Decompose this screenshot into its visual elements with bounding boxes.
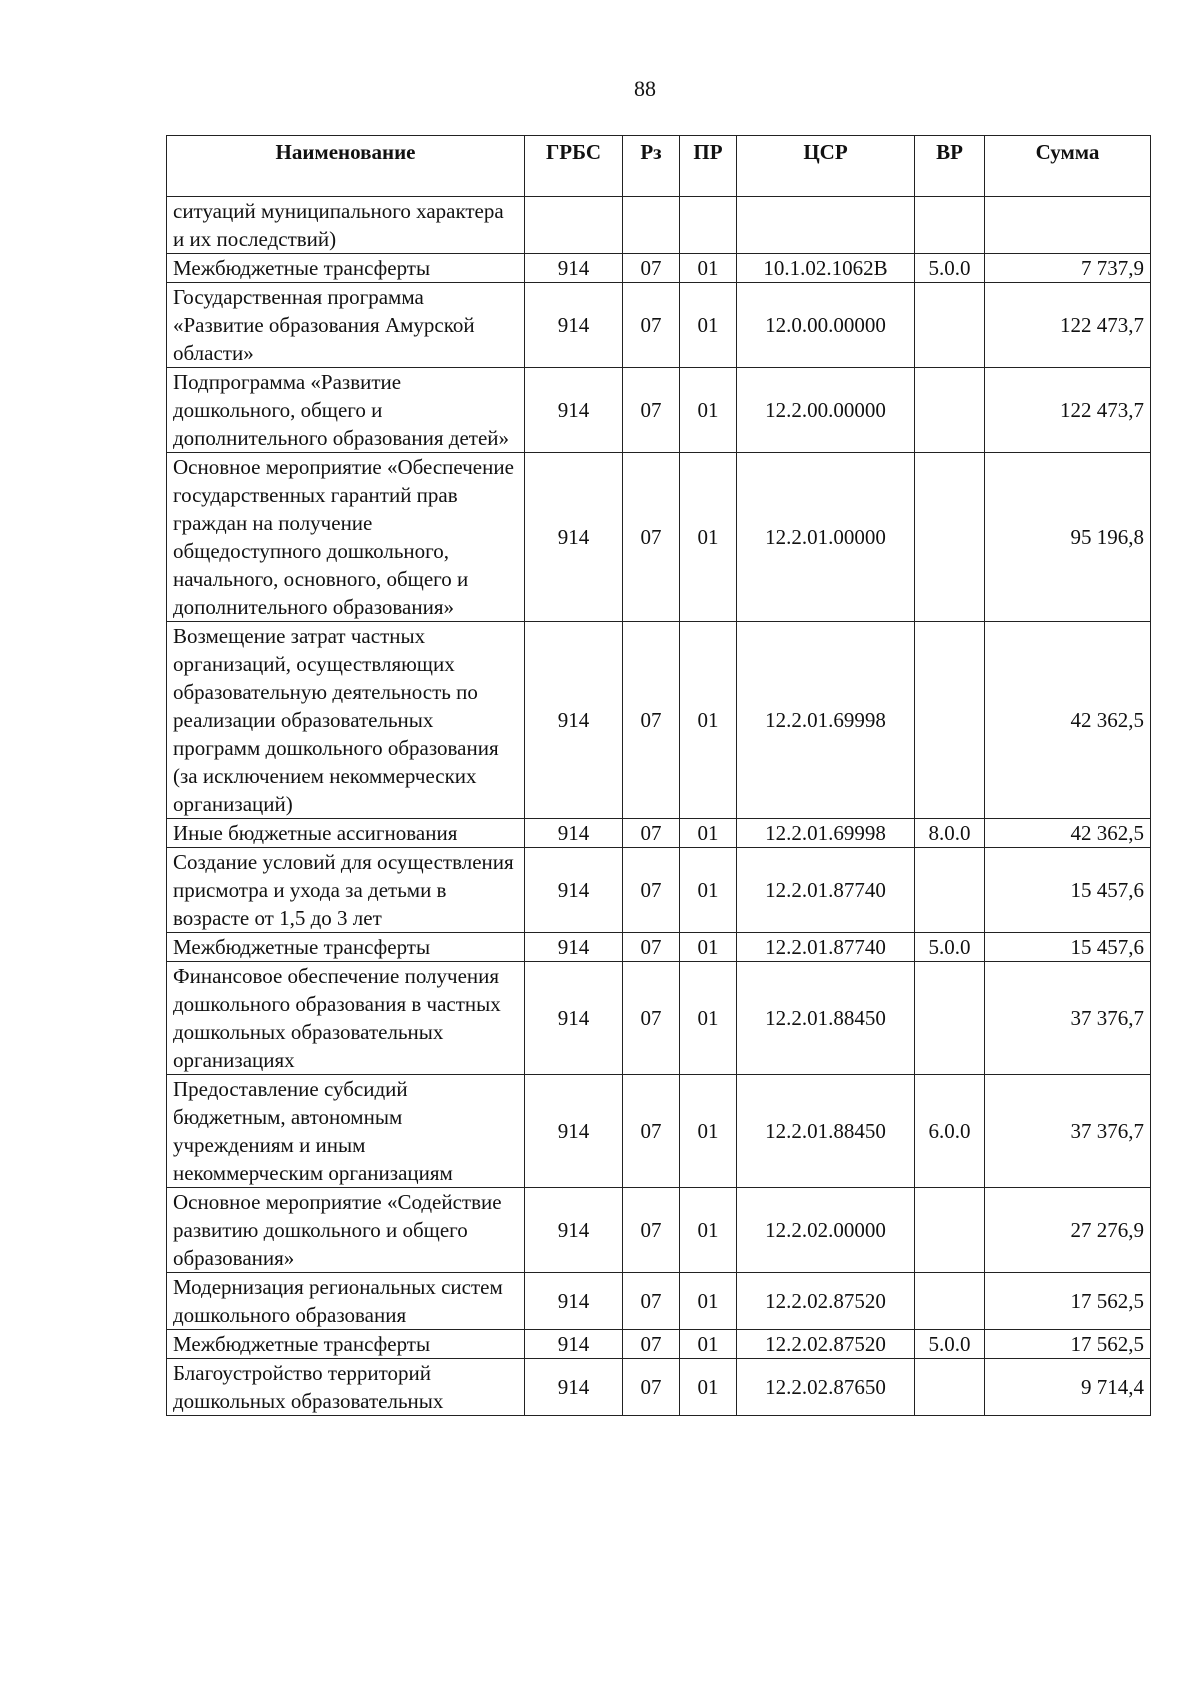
header-csr: ЦСР: [737, 136, 915, 197]
page-number: 88: [634, 76, 656, 101]
cell-sum: 7 737,9: [985, 254, 1151, 283]
cell-pr: 01: [680, 1188, 737, 1273]
header-vr: ВР: [915, 136, 985, 197]
cell-sum: 9 714,4: [985, 1359, 1151, 1416]
cell-csr: 12.2.02.87520: [737, 1330, 915, 1359]
cell-rz: 07: [623, 453, 680, 622]
cell-grbs: 914: [525, 819, 623, 848]
table-row: [167, 848, 1151, 933]
cell-vr: [915, 283, 985, 368]
table-row: [167, 1330, 1151, 1359]
cell-pr: 01: [680, 283, 737, 368]
cell-name: Создание условий для осуществления присмотра и ухода за детьми в возрасте от 1,5 до 3 лет: [167, 848, 525, 933]
cell-csr: 12.2.01.88450: [737, 962, 915, 1075]
cell-vr: [915, 962, 985, 1075]
cell-csr: 12.0.00.00000: [737, 283, 915, 368]
cell-grbs: 914: [525, 1075, 623, 1188]
cell-csr: 12.2.01.69998: [737, 622, 915, 819]
cell-sum: 15 457,6: [985, 848, 1151, 933]
cell-rz: 07: [623, 933, 680, 962]
cell-grbs: 914: [525, 1188, 623, 1273]
cell-pr: 01: [680, 848, 737, 933]
cell-grbs: 914: [525, 1273, 623, 1330]
cell-grbs: 914: [525, 962, 623, 1075]
table-row: [167, 283, 1151, 368]
table-row: [167, 1359, 1151, 1416]
cell-grbs: 914: [525, 848, 623, 933]
budget-table: [166, 135, 1151, 1416]
header-sum: Сумма: [985, 136, 1151, 197]
cell-csr: [737, 197, 915, 254]
cell-name: ситуаций муниципального характера и их последствий): [167, 197, 525, 254]
cell-name: Иные бюджетные ассигнования: [167, 819, 525, 848]
cell-name: Благоустройство территорий дошкольных образовательных: [167, 1359, 525, 1416]
cell-vr: 5.0.0: [915, 1330, 985, 1359]
cell-vr: 5.0.0: [915, 254, 985, 283]
cell-sum: 42 362,5: [985, 622, 1151, 819]
table-row: [167, 197, 1151, 254]
table-row: [167, 962, 1151, 1075]
cell-rz: 07: [623, 622, 680, 819]
cell-csr: 12.2.02.00000: [737, 1188, 915, 1273]
cell-name: Финансовое обеспечение получения дошкольного образования в частных дошкольных образовательных организациях: [167, 962, 525, 1075]
cell-vr: 8.0.0: [915, 819, 985, 848]
cell-grbs: 914: [525, 453, 623, 622]
cell-name: Межбюджетные трансферты: [167, 933, 525, 962]
cell-name: Межбюджетные трансферты: [167, 1330, 525, 1359]
cell-pr: 01: [680, 819, 737, 848]
cell-rz: 07: [623, 283, 680, 368]
cell-pr: 01: [680, 933, 737, 962]
cell-vr: [915, 622, 985, 819]
cell-grbs: 914: [525, 1330, 623, 1359]
cell-grbs: 914: [525, 622, 623, 819]
cell-pr: [680, 197, 737, 254]
cell-sum: 17 562,5: [985, 1273, 1151, 1330]
cell-vr: [915, 197, 985, 254]
table-row: [167, 622, 1151, 819]
header-rz: Рз: [623, 136, 680, 197]
table-row: [167, 453, 1151, 622]
cell-sum: 15 457,6: [985, 933, 1151, 962]
cell-sum: 95 196,8: [985, 453, 1151, 622]
cell-grbs: 914: [525, 254, 623, 283]
cell-name: Предоставление субсидий бюджетным, автономным учреждениям и иным некоммерческим организациям: [167, 1075, 525, 1188]
cell-sum: 122 473,7: [985, 283, 1151, 368]
cell-sum: 42 362,5: [985, 819, 1151, 848]
cell-pr: 01: [680, 1075, 737, 1188]
table-row: [167, 819, 1151, 848]
cell-name: Модернизация региональных систем дошкольного образования: [167, 1273, 525, 1330]
table-row: [167, 1273, 1151, 1330]
cell-vr: [915, 1359, 985, 1416]
cell-csr: 12.2.01.87740: [737, 933, 915, 962]
cell-vr: 6.0.0: [915, 1075, 985, 1188]
cell-vr: 5.0.0: [915, 933, 985, 962]
cell-csr: 10.1.02.1062В: [737, 254, 915, 283]
cell-csr: 12.2.01.88450: [737, 1075, 915, 1188]
cell-name: Основное мероприятие «Обеспечение государственных гарантий прав граждан на получение общедоступного дошкольного, начального, основного, общего и дополнительного образования»: [167, 453, 525, 622]
cell-rz: 07: [623, 1075, 680, 1188]
table-row: [167, 933, 1151, 962]
header-name: Наименование: [167, 136, 525, 197]
cell-grbs: [525, 197, 623, 254]
cell-sum: 27 276,9: [985, 1188, 1151, 1273]
cell-rz: 07: [623, 819, 680, 848]
cell-csr: 12.2.02.87520: [737, 1273, 915, 1330]
cell-pr: 01: [680, 254, 737, 283]
cell-rz: 07: [623, 848, 680, 933]
cell-vr: [915, 368, 985, 453]
cell-pr: 01: [680, 622, 737, 819]
cell-rz: [623, 197, 680, 254]
cell-vr: [915, 1273, 985, 1330]
cell-grbs: 914: [525, 368, 623, 453]
cell-name: Подпрограмма «Развитие дошкольного, общего и дополнительного образования детей»: [167, 368, 525, 453]
cell-rz: 07: [623, 1359, 680, 1416]
cell-pr: 01: [680, 1330, 737, 1359]
table-row: [167, 254, 1151, 283]
cell-grbs: 914: [525, 283, 623, 368]
cell-csr: 12.2.01.00000: [737, 453, 915, 622]
cell-rz: 07: [623, 368, 680, 453]
cell-csr: 12.2.02.87650: [737, 1359, 915, 1416]
table-row: [167, 1188, 1151, 1273]
cell-sum: 37 376,7: [985, 1075, 1151, 1188]
cell-grbs: 914: [525, 933, 623, 962]
cell-name: Основное мероприятие «Содействие развитию дошкольного и общего образования»: [167, 1188, 525, 1273]
cell-vr: [915, 848, 985, 933]
table-row: [167, 368, 1151, 453]
cell-csr: 12.2.00.00000: [737, 368, 915, 453]
cell-grbs: 914: [525, 1359, 623, 1416]
cell-pr: 01: [680, 962, 737, 1075]
header-row: [167, 136, 1151, 197]
cell-sum: 122 473,7: [985, 368, 1151, 453]
header-pr: ПР: [680, 136, 737, 197]
cell-rz: 07: [623, 1273, 680, 1330]
cell-sum: [985, 197, 1151, 254]
cell-sum: 37 376,7: [985, 962, 1151, 1075]
cell-name: Межбюджетные трансферты: [167, 254, 525, 283]
cell-pr: 01: [680, 453, 737, 622]
cell-pr: 01: [680, 368, 737, 453]
cell-pr: 01: [680, 1359, 737, 1416]
cell-rz: 07: [623, 254, 680, 283]
cell-name: Возмещение затрат частных организаций, осуществляющих образовательную деятельность по реализации образовательных программ дошкольного образования (за исключением некоммерческих организаций): [167, 622, 525, 819]
cell-sum: 17 562,5: [985, 1330, 1151, 1359]
cell-rz: 07: [623, 1188, 680, 1273]
cell-rz: 07: [623, 1330, 680, 1359]
cell-pr: 01: [680, 1273, 737, 1330]
cell-rz: 07: [623, 962, 680, 1075]
cell-vr: [915, 1188, 985, 1273]
table-row: [167, 1075, 1151, 1188]
cell-csr: 12.2.01.69998: [737, 819, 915, 848]
cell-vr: [915, 453, 985, 622]
header-grbs: ГРБС: [525, 136, 623, 197]
cell-name: Государственная программа «Развитие образования Амурской области»: [167, 283, 525, 368]
cell-csr: 12.2.01.87740: [737, 848, 915, 933]
